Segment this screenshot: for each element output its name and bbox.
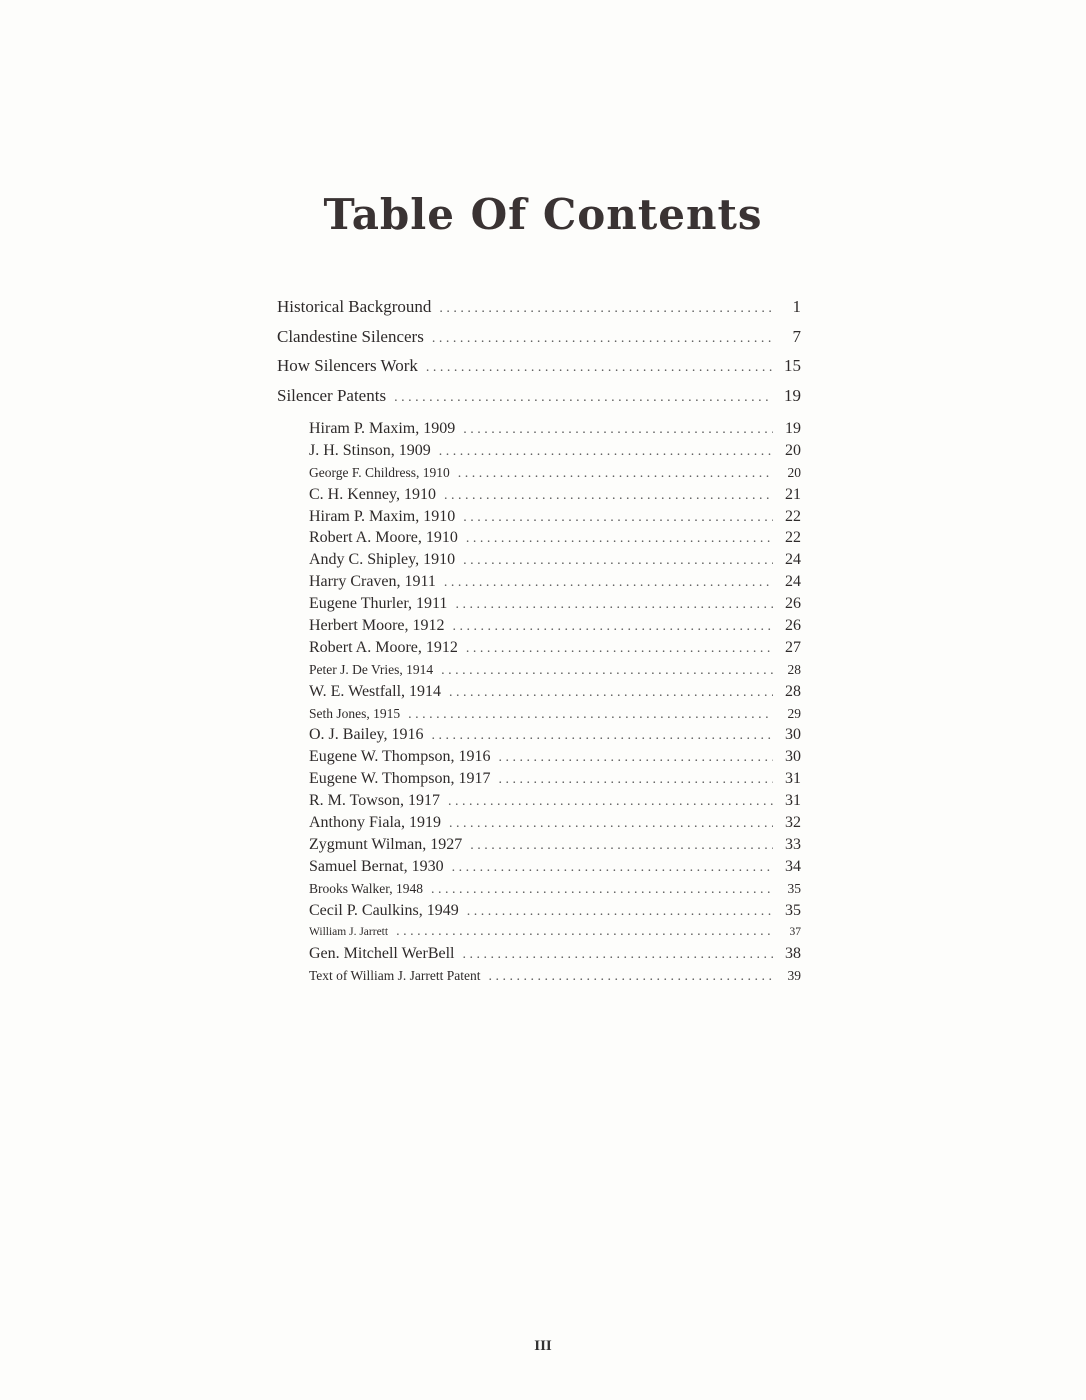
- toc-subentry: [277, 440, 801, 462]
- page-title: Table Of Contents: [323, 190, 763, 239]
- toc-subentry: [277, 724, 801, 746]
- toc-subentry-title: Brooks Walker, 1948: [309, 880, 423, 896]
- dot-leader: [396, 921, 773, 943]
- toc-subentry-page: 19: [785, 420, 801, 437]
- toc-entry-title: Clandestine Silencers: [277, 326, 424, 346]
- toc-entry-page: 7: [792, 326, 801, 346]
- dot-leader: [466, 528, 773, 550]
- dot-leader: [444, 485, 773, 507]
- toc-subentry-title: Andy C. Shipley, 1910: [309, 551, 456, 569]
- dot-leader: [432, 725, 773, 747]
- toc-entry-page: 15: [784, 356, 801, 375]
- dot-leader: [470, 835, 773, 857]
- toc-subentry: [277, 703, 801, 725]
- dot-leader: [458, 463, 773, 485]
- toc-subentry-title: W. E. Westfall, 1914: [309, 682, 442, 700]
- toc-entry-page: 1: [792, 297, 801, 316]
- toc-subentry: [277, 921, 801, 943]
- toc-subentry: [277, 834, 801, 856]
- toc-subentry: [277, 527, 801, 549]
- toc-subentry-page: 21: [785, 485, 801, 503]
- toc-subentry: [277, 506, 801, 528]
- toc-subentry: [277, 900, 801, 922]
- toc-subentry: [277, 571, 801, 593]
- toc-subentry: [277, 549, 801, 571]
- dot-leader: [466, 638, 773, 660]
- toc-subentry-page: 31: [785, 770, 801, 788]
- toc-subentry-title: Cecil P. Caulkins, 1949: [309, 901, 459, 919]
- page-number: III: [534, 1338, 552, 1354]
- toc-subentry: [277, 418, 801, 440]
- dot-leader: [463, 419, 773, 441]
- toc-subentry: [277, 943, 801, 965]
- toc-subentry-title: Gen. Mitchell WerBell: [309, 945, 455, 963]
- toc-subentry-page: 30: [785, 726, 801, 744]
- toc-subentry-title: William J. Jarrett: [309, 926, 389, 939]
- dot-leader: [439, 441, 773, 463]
- toc-subentry-page: 32: [785, 814, 801, 832]
- dot-leader: [463, 550, 773, 572]
- toc-entry-page: 19: [784, 385, 801, 405]
- dot-leader: [444, 572, 773, 594]
- dot-leader: [463, 507, 773, 529]
- toc-subentry: [277, 462, 801, 484]
- toc-subentry-page: 26: [785, 617, 801, 635]
- dot-leader: [449, 682, 773, 704]
- toc-subentry: [277, 681, 801, 703]
- toc-entry-historical-background: [277, 292, 801, 322]
- toc-subentry-title: Text of William J. Jarrett Patent: [309, 968, 481, 984]
- toc-subentry-title: Eugene W. Thompson, 1917: [309, 770, 491, 788]
- toc-subentry: [277, 615, 801, 637]
- dot-leader: [498, 769, 773, 791]
- toc-subentry: [277, 812, 801, 834]
- toc-subentry-title: Robert A. Moore, 1912: [309, 638, 458, 656]
- toc-subentry-page: 34: [785, 857, 801, 875]
- toc-subentry-page: 37: [789, 926, 801, 939]
- toc-subentry: [277, 746, 801, 768]
- toc-subentry-title: Hiram P. Maxim, 1909: [309, 420, 456, 437]
- dot-leader: [426, 353, 773, 383]
- toc-subentry-page: 39: [787, 968, 801, 984]
- toc-subentry-page: 26: [785, 595, 801, 613]
- toc-subentry: [277, 856, 801, 878]
- toc-subentry: [277, 878, 801, 900]
- toc-subentry: [277, 790, 801, 812]
- toc-subentry: [277, 484, 801, 506]
- dot-leader: [467, 901, 773, 923]
- toc-subentry-page: 30: [785, 748, 801, 766]
- toc-subentry-title: Zygmunt Wilman, 1927: [309, 835, 463, 853]
- toc-subentry-title: Eugene W. Thompson, 1916: [309, 748, 491, 766]
- toc-subentry-title: George F. Childress, 1910: [309, 464, 450, 480]
- dot-leader: [452, 857, 773, 879]
- toc-subentry-title: Samuel Bernat, 1930: [309, 857, 444, 875]
- toc-subentry-page: 31: [785, 792, 801, 810]
- dot-leader: [498, 747, 773, 769]
- toc-subentry-page: 27: [785, 638, 801, 656]
- toc-entry-title: Historical Background: [277, 297, 432, 316]
- toc-subentry: [277, 965, 801, 987]
- toc-entry-how-silencers-work: [277, 351, 801, 381]
- dot-leader: [432, 324, 773, 354]
- toc-subentry-title: Peter J. De Vries, 1914: [309, 661, 434, 677]
- toc-subentry: [277, 659, 801, 681]
- toc-subentry-page: 35: [787, 880, 801, 896]
- dot-leader: [439, 294, 773, 324]
- toc-subentry-page: 22: [785, 507, 801, 525]
- dot-leader: [408, 704, 773, 726]
- toc-subentry: [277, 637, 801, 659]
- dot-leader: [431, 879, 773, 901]
- toc-subentry-page: 35: [785, 901, 801, 919]
- toc-subentry-title: Hiram P. Maxim, 1910: [309, 507, 456, 525]
- toc-subentry-title: O. J. Bailey, 1916: [309, 726, 424, 744]
- toc-subentry-page: 29: [787, 705, 801, 721]
- toc-subentry-page: 28: [785, 682, 801, 700]
- toc-subentry-title: Harry Craven, 1911: [309, 573, 436, 591]
- toc-entry-silencer-patents: [277, 381, 801, 411]
- toc-subentry-page: 33: [785, 835, 801, 853]
- toc-entry-title: How Silencers Work: [277, 356, 418, 375]
- toc-subentry-page: 28: [787, 661, 801, 677]
- dot-leader: [441, 660, 773, 682]
- toc-subentry-title: C. H. Kenney, 1910: [309, 485, 436, 503]
- toc-subentry-title: Robert A. Moore, 1910: [309, 529, 458, 547]
- dot-leader: [455, 594, 773, 616]
- dot-leader: [449, 813, 773, 835]
- toc-subentry-page: 38: [785, 945, 801, 963]
- toc-entry-clandestine-silencers: [277, 322, 801, 352]
- toc-subentry-page: 20: [787, 464, 801, 480]
- toc-subentry-title: R. M. Towson, 1917: [309, 792, 441, 810]
- toc-subentry: [277, 593, 801, 615]
- dot-leader: [448, 791, 773, 813]
- toc-subentry: [277, 768, 801, 790]
- toc-subentry-title: Anthony Fiala, 1919: [309, 814, 441, 832]
- dot-leader: [394, 383, 773, 413]
- toc-subentry-page: 24: [785, 573, 801, 591]
- table-of-contents: [277, 292, 801, 987]
- toc-subentry-page: 22: [785, 529, 801, 547]
- toc-entry-title: Silencer Patents: [277, 385, 387, 405]
- toc-subentry-page: 20: [785, 441, 801, 459]
- dot-leader: [453, 616, 773, 638]
- dot-leader: [488, 966, 773, 988]
- toc-subentry-title: Seth Jones, 1915: [309, 705, 401, 721]
- dot-leader: [463, 944, 774, 966]
- toc-subentry-page: 24: [785, 551, 801, 569]
- toc-subentry-title: Herbert Moore, 1912: [309, 617, 445, 635]
- toc-subentry-title: Eugene Thurler, 1911: [309, 595, 448, 613]
- toc-subentry-title: J. H. Stinson, 1909: [309, 441, 431, 459]
